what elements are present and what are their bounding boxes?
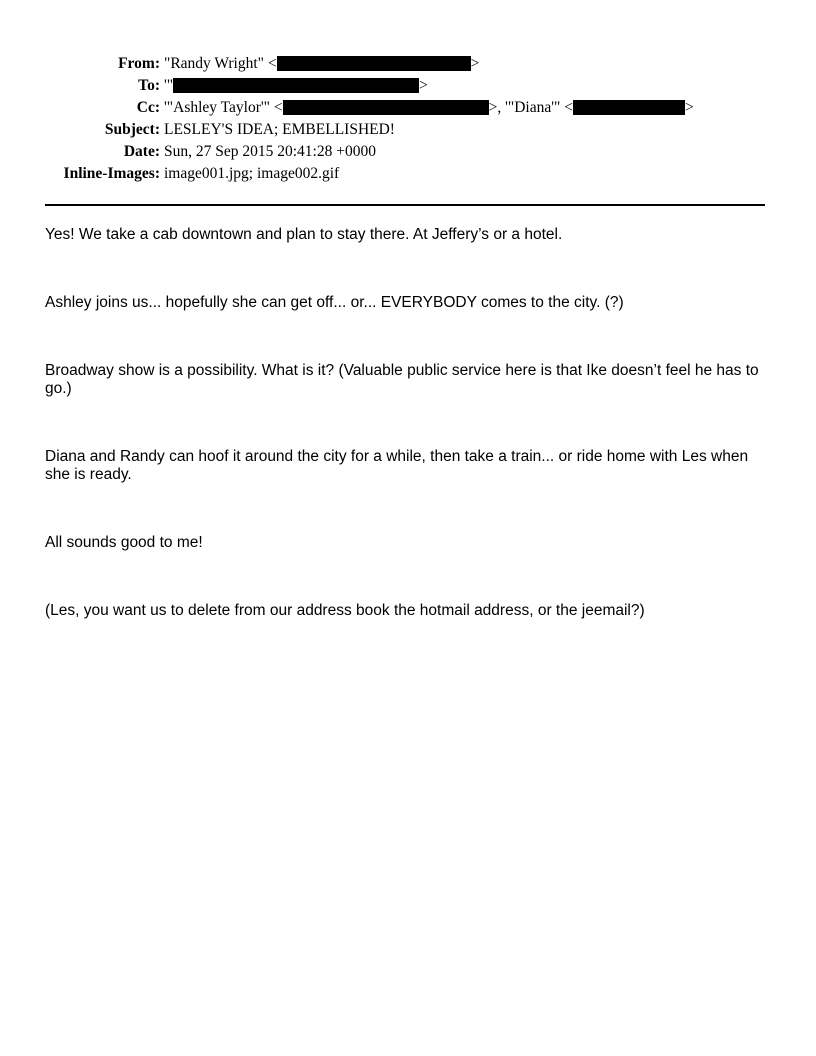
body-paragraph-3: Broadway show is a possibility. What is it? (Valuable public service here is that Ike doesn’t feel he has to go.) <box>45 362 759 397</box>
inline-images-row <box>0 163 816 185</box>
inline-images-value: image001.jpg; image002.gif <box>164 165 340 182</box>
date-value: Sun, 27 Sep 2015 20:41:28 +0000 <box>164 143 376 160</box>
body-paragraph-6: (Les, you want us to delete from our address book the hotmail address, or the jeemail?) <box>45 602 645 619</box>
date-label: Date: <box>123 143 160 160</box>
to-label: To: <box>138 77 160 94</box>
cc-name-1: '"Ashley Taylor'" < <box>164 99 283 116</box>
cc-separator: >, '"Diana'" < <box>488 99 573 116</box>
redacted-cc-address-2 <box>573 100 685 115</box>
email-header <box>0 53 816 185</box>
from-end: > <box>470 55 480 72</box>
header-divider <box>45 204 765 206</box>
to-value <box>160 75 428 97</box>
body-paragraph-4: Diana and Randy can hoof it around the city for a while, then take a train... or ride home with Les when she is ready. <box>45 448 749 483</box>
inline-images-label: Inline-Images: <box>63 165 160 182</box>
body-paragraph-1: Yes! We take a cab downtown and plan to stay there. At Jeffery’s or a hotel. <box>45 226 563 243</box>
body-paragraph-2: Ashley joins us... hopefully she can get off... or... EVERYBODY comes to the city. (?) <box>45 294 624 311</box>
email-body <box>45 226 775 670</box>
cc-end: > <box>684 99 694 116</box>
subject-value: LESLEY'S IDEA; EMBELLISHED! <box>164 121 395 138</box>
date-row <box>0 141 816 163</box>
redacted-from-address <box>277 56 471 71</box>
from-label: From: <box>118 55 160 72</box>
cc-value <box>160 97 694 119</box>
subject-row <box>0 119 816 141</box>
to-row <box>0 75 816 97</box>
from-name: "Randy Wright" < <box>164 55 277 72</box>
redacted-cc-address-1 <box>283 100 489 115</box>
to-end: > <box>419 77 428 94</box>
body-paragraph-5: All sounds good to me! <box>45 534 203 551</box>
to-start: '" <box>164 77 174 94</box>
from-row <box>0 53 816 75</box>
subject-label: Subject: <box>104 121 160 138</box>
from-value <box>160 53 479 75</box>
cc-label: Cc: <box>136 99 160 116</box>
redacted-to-address <box>173 78 419 93</box>
cc-row <box>0 97 816 119</box>
